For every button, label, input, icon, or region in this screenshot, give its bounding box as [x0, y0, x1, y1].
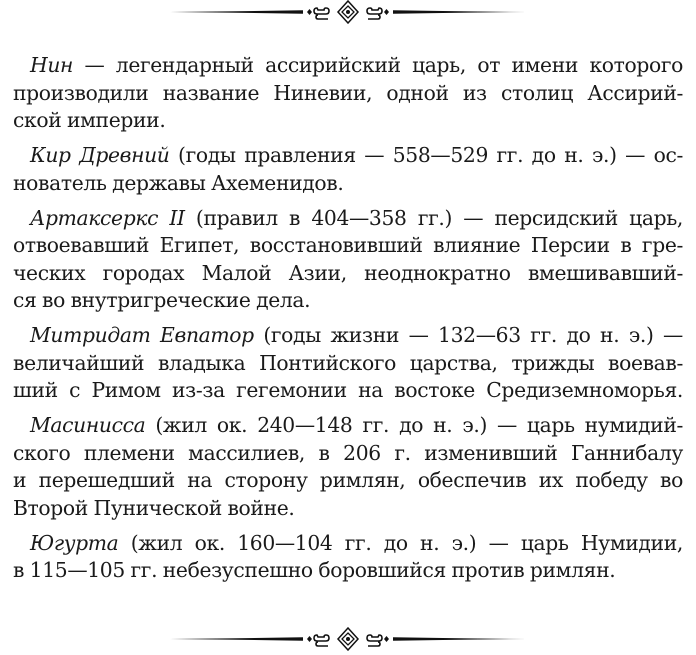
text-line: и перешедший на сторону римлян, обеспечив их победу во [13, 468, 683, 492]
text-line: Масинисса (жил ок. 240—148 гг. до н. э.) — царь нумидий- [30, 413, 683, 437]
entry-paragraph [13, 142, 683, 197]
ornament-icon [168, 627, 528, 651]
text-line: ской империи. [13, 108, 166, 132]
text-line: ческих городах Малой Азии, неоднократно вмешивавший- [13, 260, 683, 285]
person-name: Нин [30, 53, 74, 77]
text-line: Артаксеркс II (правил в 404—358 гг.) — персидский царь, [30, 205, 684, 230]
person-name: Масинисса [30, 413, 146, 437]
text-line: производили название Ниневии, одной из столиц Ассирий- [13, 80, 683, 105]
top-ornament-divider [0, 0, 696, 24]
text-line: в 115—105 гг. небезуспешно боровшийся против римлян. [13, 558, 616, 582]
text-line: Нин — легендарный ассирийский царь, от имени которого [30, 53, 683, 77]
text-line: Югурта (жил ок. 160—104 гг. до н. э.) — царь Нумидии, [30, 530, 683, 555]
text-line: ший с Римом из-за гегемонии на востоке Средиземноморья. [13, 378, 683, 402]
person-name: Артаксеркс II [30, 205, 185, 230]
entry-paragraph [13, 322, 683, 405]
document-body [13, 52, 683, 592]
text-line: ся во внутригреческие дела. [13, 288, 311, 312]
text-line: ского племени массилиев, в 206 г. изменивший Ганнибалу [13, 440, 683, 465]
entry-paragraph [13, 52, 683, 135]
text-line: Второй Пунической войне. [13, 495, 295, 520]
person-name: Югурта [30, 530, 119, 555]
text-line: нователь державы Ахеменидов. [13, 170, 344, 195]
text-line: Кир Древний (годы правления — 558—529 гг. до н. э.) — ос- [30, 143, 683, 167]
text-line: Митридат Евпатор (годы жизни — 132—63 гг. до н. э.) — [30, 323, 683, 347]
person-name: Митридат Евпатор [30, 323, 254, 347]
bottom-ornament-divider [0, 627, 696, 651]
entry-paragraph [13, 412, 683, 522]
entry-paragraph [13, 530, 683, 585]
text-line: величайший владыка Понтийского царства, трижды воевав- [13, 350, 683, 375]
text-line: отвоевавший Египет, восстановивший влияние Персии в гре- [13, 233, 683, 257]
entry-paragraph [13, 205, 683, 315]
ornament-icon [168, 0, 528, 24]
person-name: Кир Древний [30, 143, 170, 167]
